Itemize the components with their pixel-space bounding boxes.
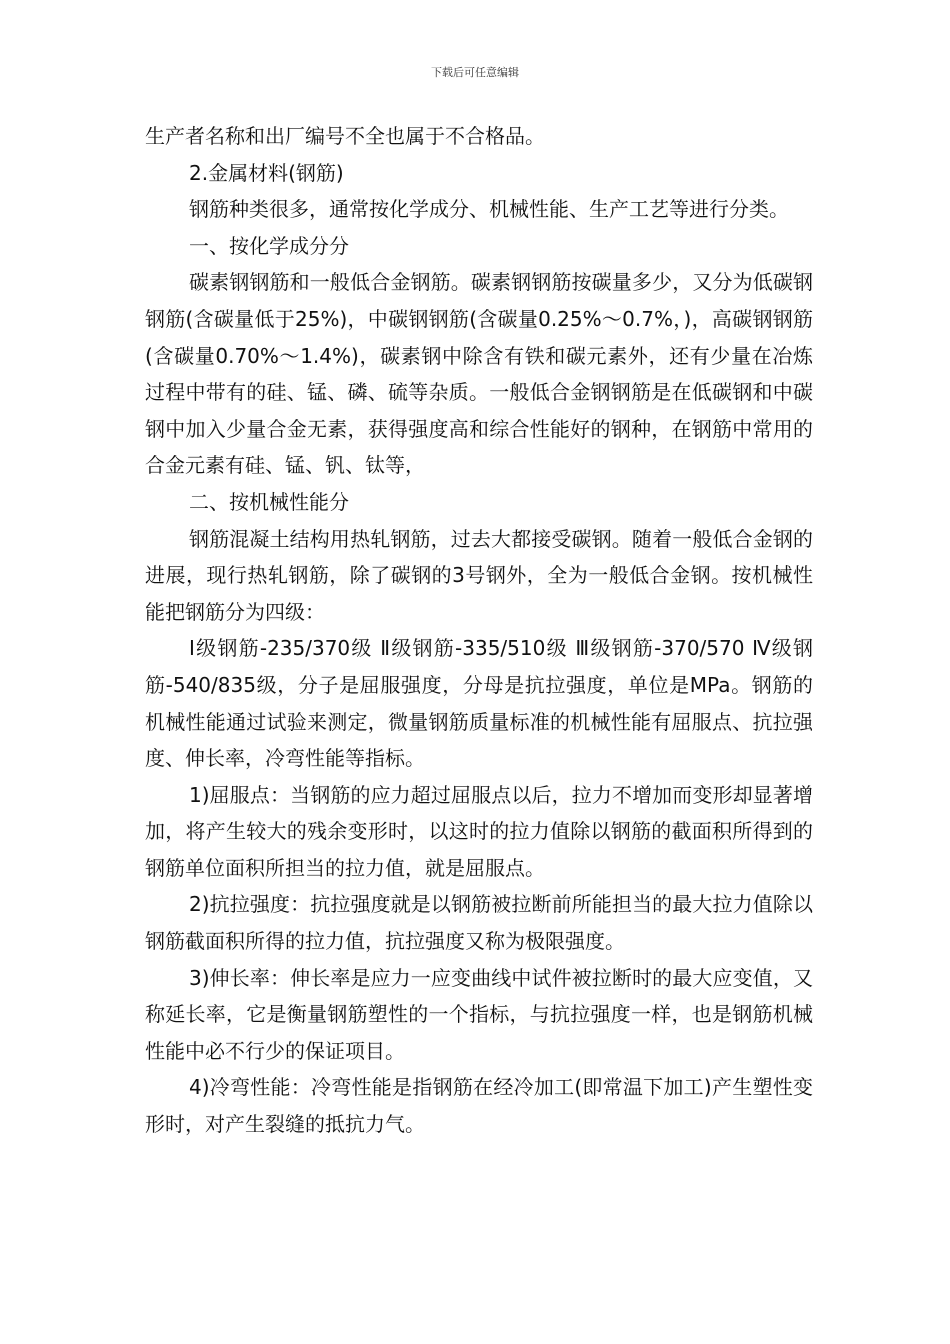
paragraph-tensile-strength: 2)抗拉强度：抗拉强度就是以钢筋被拉断前所能担当的最大拉力值除以钢筋截面积所得的拉力值，抗拉强度又称为极限强度。 bbox=[145, 892, 813, 954]
paragraph-continuation: 生产者名称和出厂编号不全也属于不合格品。 bbox=[145, 124, 545, 148]
paragraph-cold-bending: 4)冷弯性能：冷弯性能是指钢筋在经冷加工(即常温下加工)产生塑性变形时，对产生裂缝的抵抗力气。 bbox=[145, 1075, 813, 1137]
section-heading-metal-materials: 2.金属材料(钢筋) bbox=[189, 160, 344, 185]
paragraph-steel-grades: Ⅰ级钢筋-235/370级 Ⅱ级钢筋-335/510级 Ⅲ级钢筋-370/570 Ⅳ级钢筋-540/835级，分子是屈服强度，分母是抗拉强度，单位是MPa。钢筋的机械性能通过试验来测定，微量钢筋质量标准的机械性能有屈服点、抗拉强度、伸长率，冷弯性能等指标。 bbox=[145, 636, 813, 771]
subheading-mechanical-properties: 二、按机械性能分 bbox=[189, 489, 349, 514]
paragraph-hot-rolled-steel: 钢筋混凝土结构用热轧钢筋，过去大都接受碳钢。随着一般低合金钢的进展，现行热轧钢筋，除了碳钢的3号钢外，全为一般低合金钢。按机械性能把钢筋分为四级： bbox=[145, 526, 813, 624]
paragraph-steel-classification: 钢筋种类很多，通常按化学成分、机械性能、生产工艺等进行分类。 bbox=[189, 197, 789, 222]
page-header: 下载后可任意编辑 bbox=[431, 66, 519, 79]
paragraph-yield-point: 1)屈服点：当钢筋的应力超过屈服点以后，拉力不增加而变形却显著增加，将产生较大的残余变形时，以这时的拉力值除以钢筋的截面积所得到的钢筋单位面积所担当的拉力值，就是屈服点。 bbox=[145, 782, 813, 880]
paragraph-elongation: 3)伸长率：伸长率是应力一应变曲线中试件被拉断时的最大应变值，又称延长率，它是衡量钢筋塑性的一个指标，与抗拉强度一样，也是钢筋机械性能中必不行少的保证项目。 bbox=[145, 965, 813, 1063]
document-body bbox=[145, 118, 813, 1143]
subheading-chemical-composition: 一、按化学成分分 bbox=[189, 233, 349, 258]
paragraph-carbon-steel: 碳素钢钢筋和一般低合金钢筋。碳素钢钢筋按碳量多少，又分为低碳钢钢筋(含碳量低于25%)，中碳钢钢筋(含碳量0.25%～0.7%，)，高碳钢钢筋(含碳量0.70%～1.4%)，碳素钢中除含有铁和碳元素外，还有少量在冶炼过程中带有的硅、锰、磷、硫等杂质。一般低合金钢钢筋是在低碳钢和中碳钢中加入少量合金无素，获得强度高和综合性能好的钢种，在钢筋中常用的合金元素有硅、锰、钒、钛等， bbox=[145, 270, 813, 478]
